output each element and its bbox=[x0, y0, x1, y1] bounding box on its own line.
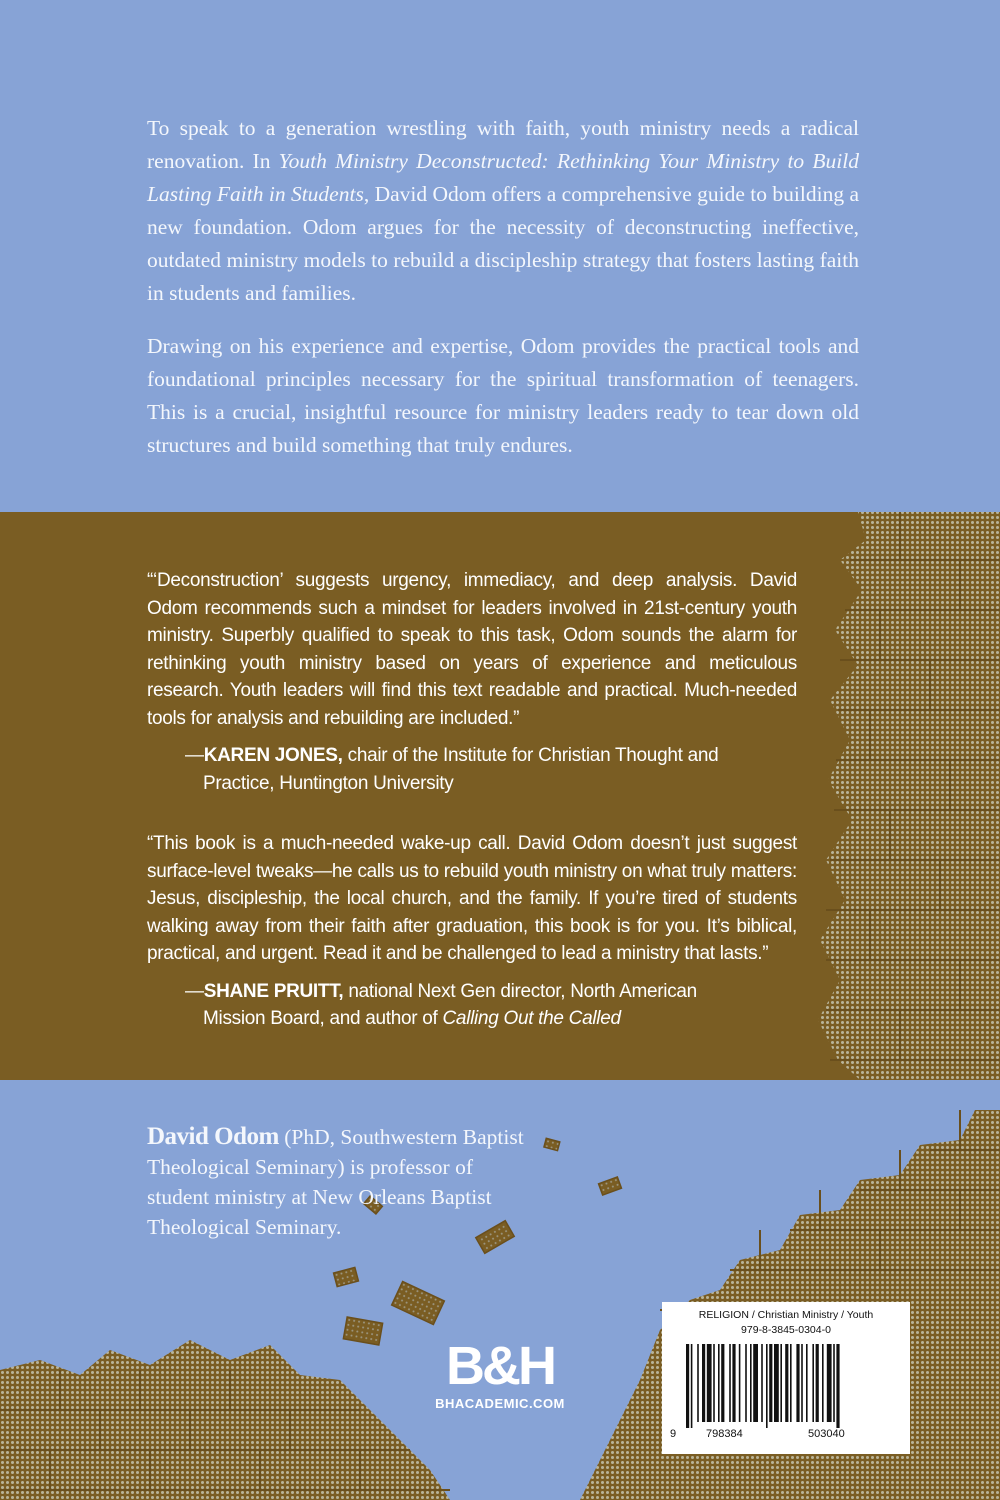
barcode-bar bbox=[686, 1344, 689, 1428]
endorser-role: chair of the Institute for Christian Thought and Practice, Huntington University bbox=[203, 745, 719, 794]
barcode-category: RELIGION / Christian Ministry / Youth bbox=[698, 1309, 874, 1321]
barcode-bar bbox=[739, 1344, 741, 1422]
barcode-bar bbox=[691, 1344, 693, 1428]
barcode-digits-right: 503040 bbox=[808, 1428, 845, 1440]
endorser-name: KAREN JONES, bbox=[203, 745, 343, 766]
barcode-bar bbox=[836, 1344, 839, 1428]
author-bio bbox=[147, 1122, 527, 1242]
endorsement-shane-pruitt bbox=[147, 830, 797, 1033]
barcode-bar bbox=[827, 1344, 832, 1422]
endorser-name: SHANE PRUITT, bbox=[203, 980, 344, 1002]
barcode-bar bbox=[732, 1344, 735, 1422]
endorser-role: national Next Gen director, North American Mission Board, and author of bbox=[203, 980, 697, 1029]
description-text: To speak to a generation wrestling with faith, youth ministry needs a radical renovation. In bbox=[147, 116, 859, 173]
barcode-bar bbox=[721, 1344, 724, 1422]
description-text: , David Odom offers a comprehensive guide to building a new foundation. Odom argues for the necessity of deconstructing ineffective, outdated ministry models to rebuild a discipleship strategy that fosters lasting faith in students and families. bbox=[147, 182, 859, 305]
barcode-bar bbox=[790, 1344, 792, 1422]
barcode-bar bbox=[812, 1344, 814, 1422]
barcode-bar bbox=[774, 1344, 779, 1422]
barcode-bar bbox=[806, 1344, 808, 1422]
barcode-bar bbox=[729, 1344, 731, 1422]
barcode-bar bbox=[769, 1344, 772, 1422]
barcode-bar bbox=[833, 1344, 835, 1422]
endorsement-attribution bbox=[185, 978, 797, 1033]
barcode-bar bbox=[697, 1344, 699, 1422]
barcode-bar bbox=[702, 1344, 705, 1422]
barcode-bar bbox=[718, 1344, 720, 1422]
barcode-bar bbox=[745, 1344, 747, 1422]
author-name: David Odom bbox=[147, 1123, 279, 1150]
publisher-url: BHACADEMIC.COM bbox=[435, 1396, 565, 1411]
barcode-bar bbox=[750, 1344, 752, 1422]
isbn-barcode-box bbox=[662, 1302, 910, 1454]
endorser-book-title: Calling Out the Called bbox=[442, 1008, 621, 1029]
barcode-bar bbox=[713, 1344, 715, 1422]
attribution-dash: — bbox=[185, 745, 204, 766]
barcode-digits-left: 798384 bbox=[706, 1428, 743, 1440]
barcode-bar bbox=[766, 1344, 768, 1428]
barcode-bar bbox=[796, 1344, 799, 1422]
barcode-bar bbox=[785, 1344, 788, 1422]
wall-lower-left bbox=[0, 1340, 450, 1500]
wall-right-edge bbox=[818, 512, 1000, 1080]
barcode-bar bbox=[816, 1344, 819, 1422]
attribution-dash: — bbox=[185, 980, 204, 1002]
endorsement-quote: “‘Deconstruction’ suggests urgency, immediacy, and deep analysis. David Odom recommends such a mindset for leaders involved in 21st-century youth ministry. Superbly qualified to speak to this task, Odom sounds the alarm for rethinking youth ministry based on years of experience and meticulous research. Youth leaders will find this text readable and practical. Much-needed tools for analysis and rebuilding are included.” bbox=[147, 570, 797, 729]
endorsement-attribution bbox=[185, 742, 797, 797]
description-paragraph-2: Drawing on his experience and expertise, Odom provides the practical tools and foundational principles necessary for the spiritual transformation of teenagers. This is a crucial, insightful resource for ministry leaders ready to tear down old structures and build something that truly endures. bbox=[147, 334, 859, 457]
barcode-bar bbox=[707, 1344, 712, 1422]
endorsement-quote: “This book is a much-needed wake-up call. David Odom doesn’t just suggest surface-level tweaks—he calls us to rebuild youth ministry on what truly matters: Jesus, discipleship, the local church, and the family. If you’re tired of students walking away from their faith after graduation, this book is for you. It’s biblical, practical, and urgent. Read it and be challenged to lead a ministry that lasts.” bbox=[147, 833, 797, 964]
book-title: Youth Ministry Deconstructed: Rethinking Your Ministry to Build Lasting Faith in Students bbox=[147, 149, 859, 206]
publisher-logo bbox=[412, 1338, 588, 1411]
endorsement-karen-jones bbox=[147, 567, 797, 797]
barcode-icon bbox=[684, 1344, 888, 1428]
barcode-bar bbox=[753, 1344, 758, 1422]
barcode-bar bbox=[761, 1344, 763, 1422]
bh-logo-icon: B&H bbox=[446, 1336, 554, 1396]
barcode-digit-prefix: 9 bbox=[670, 1428, 677, 1440]
barcode-bar bbox=[801, 1344, 803, 1422]
barcode-isbn: 979-8-3845-0304-0 bbox=[741, 1324, 831, 1336]
author-bio-text: (PhD, Southwestern Baptist Theological Seminary) is professor of student ministry at New Orleans Baptist Theological Seminary. bbox=[147, 1125, 524, 1239]
barcode-bar bbox=[822, 1344, 824, 1422]
barcode-bar bbox=[780, 1344, 782, 1422]
